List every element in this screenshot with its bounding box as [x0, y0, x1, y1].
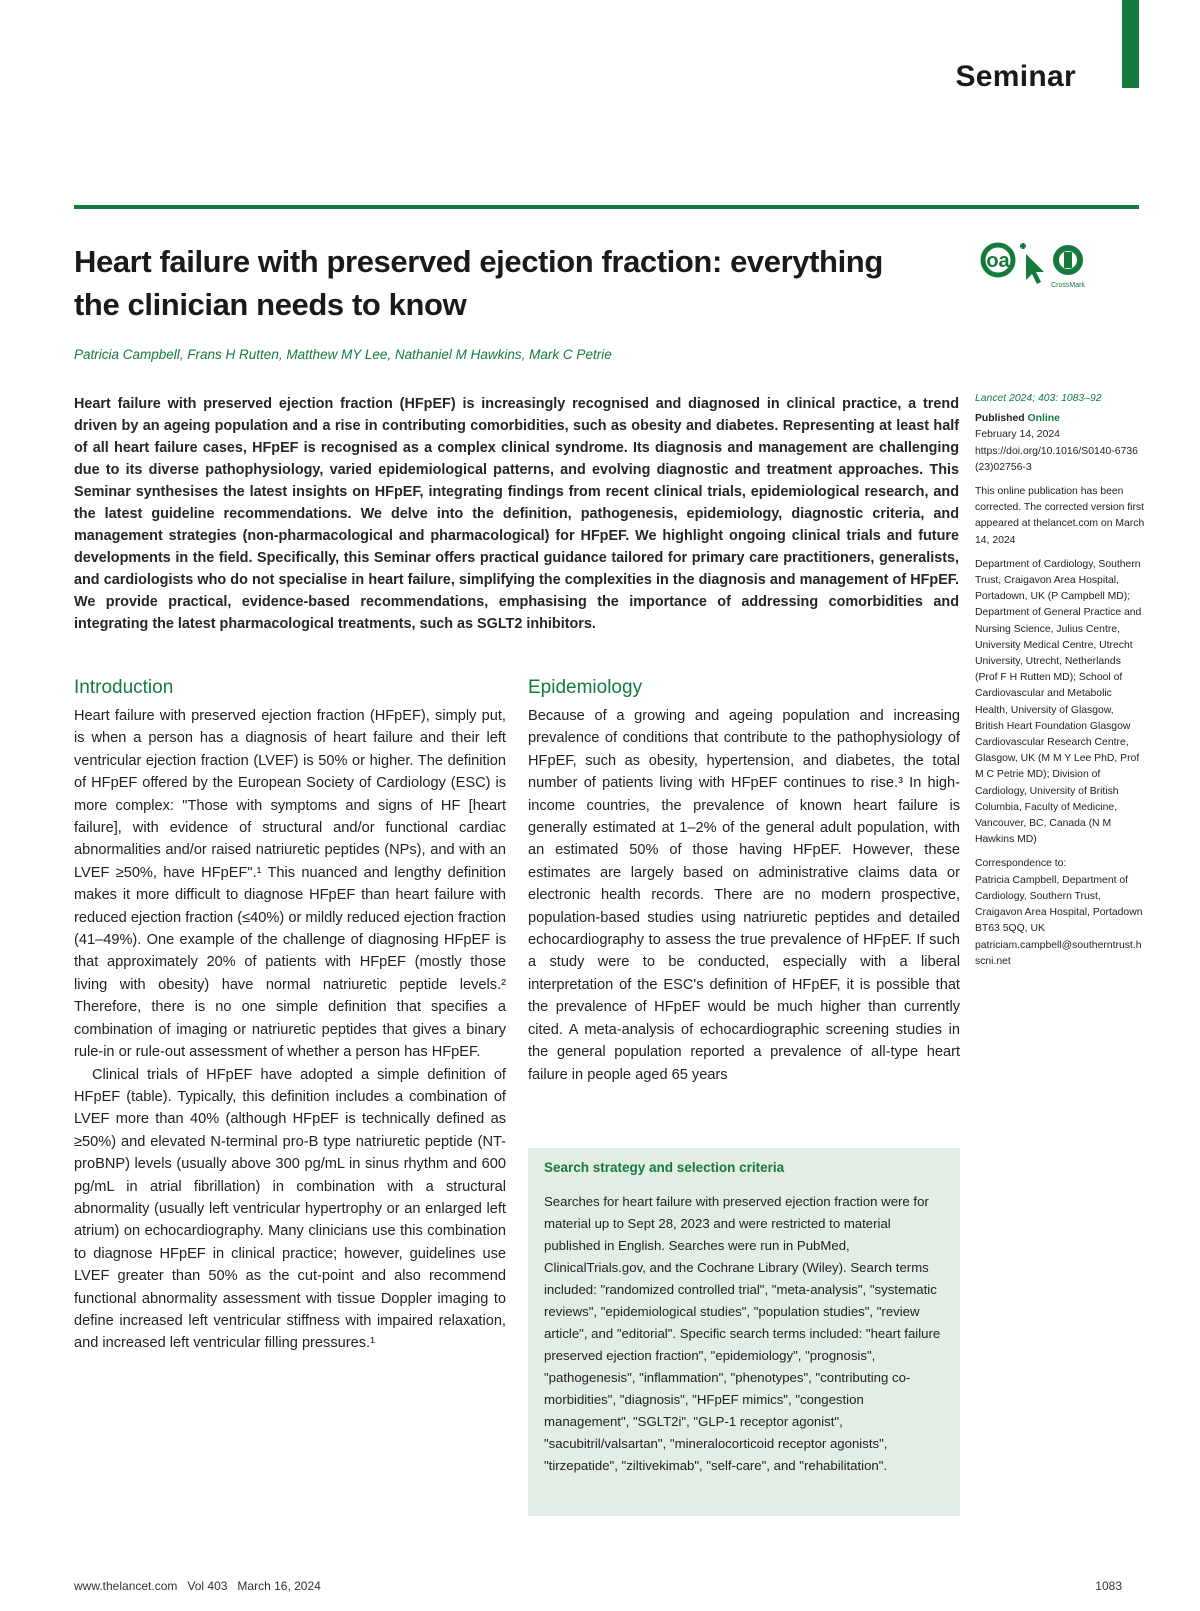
svg-text:oa: oa: [986, 250, 1010, 272]
introduction-paragraph-2: Clinical trials of HFpEF have adopted a simple definition of HFpEF (table). Typically, this definition includes a combination of LVEF more than 40% (although HFpEF is technically defined as ≥50%) and elevated N-terminal pro-B type natriuretic peptide (NT-proBNP) levels (usually above 300 pg/mL in sinus rhythm and 600 pg/mL in atrial fibrillation) in combination with a structural abnormality (usually left ventricular hypertrophy or an enlarged left atrium) on echocardiography. Many clinicians use this combination to diagnose HFpEF in clinical practice; however, guidelines use LVEF greater than 50% as the cut-point and also recommend functional abnormality assessment with tissue Doppler imaging to define increased left ventricular stiffness with impaired relaxation, and increased left ventricular filling pressures.¹: [74, 1066, 506, 1352]
journal-footer: www.thelancet.com Vol 403 March 16, 2024: [74, 1579, 321, 1593]
section-color-tab: [1122, 0, 1139, 88]
published-label: Published: [975, 413, 1025, 425]
published-date: February 14, 2024: [975, 429, 1060, 441]
cursor-plus-icon[interactable]: [1020, 243, 1044, 284]
doi-link[interactable]: https://doi.org/10.1016/S0140-6736(23)02756-3: [975, 445, 1138, 473]
article-sidebar: [975, 391, 1145, 978]
crossmark-icon[interactable]: [1051, 245, 1085, 289]
introduction-heading: Introduction: [74, 677, 174, 698]
search-strategy-body: Searches for heart failure with preserved ejection fraction were for material up to Sept 28, 2023 and were restricted to material published in English. Searches were run in PubMed, ClinicalTrials.gov, and the Cochrane Library (Wiley). Search terms included: "randomized controlled trial", "meta-analysis", "systematic reviews", "epidemiological studies", "population studies", "review article", and "editorial". Specific search terms included: "heart failure preserved ejection fraction", "epidemiology", "prognosis", "pathogenesis", "inflammation", "phenotypes", "contributing co-morbidities", "diagnosis", "HFpEF mimics", "congestion management", "SGLT2i", "GLP-1 receptor agonist", "sacubitril/valsartan", "mineralocorticoid receptor agonists", "tirzepatide", "ziltivekimab", "self-care", and "rehabilitation".: [544, 1194, 941, 1473]
correspondence: [975, 856, 1145, 969]
epidemiology-column: [528, 676, 960, 1086]
svg-text:CrossMark: CrossMark: [1051, 282, 1085, 289]
author-affiliations: Department of Cardiology, Southern Trust, Craigavon Area Hospital, Portadown, UK (P Campbell MD); Department of General Practice and Nursing Science, Julius Centre, University Medical Centre, Utrecht University, Utrecht, Netherlands (Prof F H Rutten MD); School of Cardiovascular and Metabolic Health, University of Glasgow, British Heart Foundation Glasgow Cardiovascular Research Centre, Glasgow, UK (M M Y Lee PhD, Prof M C Petrie MD); Division of Cardiology, University of British Columbia, Faculty of Medicine, Vancouver, BC, Canada (N M Hawkins MD): [975, 558, 1142, 846]
search-strategy-panel: [528, 1148, 960, 1516]
header-rule: [74, 205, 1139, 209]
search-strategy-title: Search strategy and selection criteria: [544, 1160, 785, 1175]
publication-info: [975, 411, 1145, 476]
correction-note: This online publication has been corrected. The corrected version first appeared at thelancet.com on March 14, 2024: [975, 486, 1145, 546]
article-badges: [978, 238, 1098, 294]
epidemiology-paragraph-1: Because of a growing and ageing population and increasing prevalence of conditions that contribute to the pathophysiology of HFpEF, such as obesity, hypertension, and diabetes, the total number of patients living with HFpEF continues to rise.³ In high-income countries, the prevalence of known heart failure is generally estimated at 1–2% of the general adult population, with an estimated 50% of those having HFpEF. However, these estimates are largely based on administrative claims data or electronic health records. There are no modern prospective, population-based studies using natriuretic peptides and detailed echocardiography to assess the true prevalence of HFpEF. If such a study were to be conducted, especially with a liberal interpretation of the ESC's definition of HFpEF, it is possible that the prevalence of HFpEF would be much higher than currently cited. A meta-analysis of echocardiographic screening studies in the general population reported a prevalence of all-type heart failure in people aged 65 years: [528, 708, 960, 1083]
journal-citation: Lancet 2024; 403: 1083–92: [975, 393, 1102, 404]
correspondence-label: Correspondence to:: [975, 858, 1067, 870]
epidemiology-heading: Epidemiology: [528, 677, 643, 698]
correspondence-details: Patricia Campbell, Department of Cardiology, Southern Trust, Craigavon Area Hospital, Portadown BT63 5QQ, UK patriciam.campbell@southerntrust.hscni.net: [975, 874, 1143, 967]
introduction-column: [74, 676, 506, 1355]
page-number: 1083: [1095, 1579, 1122, 1593]
badge-icons: [978, 238, 1098, 294]
author-list: Patricia Campbell, Frans H Rutten, Matthew MY Lee, Nathaniel M Hawkins, Mark C Petrie: [74, 347, 612, 362]
online-label: Online: [1027, 413, 1060, 425]
section-label: Seminar: [955, 60, 1076, 93]
article-title: Heart failure with preserved ejection fraction: everything the clinician needs to know: [74, 244, 883, 322]
introduction-paragraph-1: Heart failure with preserved ejection fraction (HFpEF), simply put, is when a person has a diagnosis of heart failure and their left ventricular ejection fraction (LVEF) is 50% or higher. The definition of HFpEF offered by the European Society of Cardiology (ESC) is more complex: "Those with symptoms and signs of HF [heart failure], with evidence of structural and/or functional cardiac abnormalities and/or raised natriuretic peptides (NPs), and with an LVEF ≥50%, have HFpEF".¹ This nuanced and lengthy definition makes it more difficult to diagnose HFpEF than heart failure with reduced ejection fraction (≤40%) or mildly reduced ejection fraction (41–49%). One example of the challenge of diagnosing HFpEF is that approximately 20% of patients with HFpEF (mostly those living with obesity) have normal natriuretic peptide levels.² Therefore, there is no one simple definition that specifies a combination of imaging or natriuretic peptides that gives a binary rule-in or rule-out assessment of whether a person has HFpEF.: [74, 708, 506, 1061]
abstract: Heart failure with preserved ejection fraction (HFpEF) is increasingly recognised and diagnosed in clinical practice, a trend driven by an ageing population and a rise in contributing comorbidities, such as obesity and diabetes. Representing at least half of all heart failure cases, HFpEF is recognised as a complex clinical syndrome. Its diagnosis and management are challenging due to its diverse pathophysiology, varied epidemiological patterns, and evolving diagnostic and treatment approaches. This Seminar synthesises the latest insights on HFpEF, integrating findings from recent clinical trials, epidemiological research, and the latest guideline recommendations. We delve into the definition, pathogenesis, epidemiology, diagnostic criteria, and management strategies (non-pharmacological and pharmacological) for HFpEF. We highlight ongoing clinical trials and future developments in the field. Specifically, this Seminar offers practical guidance tailored for primary care practitioners, generalists, and cardiologists who do not specialise in heart failure, simplifying the complexities in the diagnosis and management of HFpEF. We provide practical, evidence-based recommendations, emphasising the importance of addressing comorbidities and integrating the latest pharmacological treatments, such as SGLT2 inhibitors.: [74, 396, 959, 632]
open-access-icon[interactable]: [983, 245, 1013, 275]
